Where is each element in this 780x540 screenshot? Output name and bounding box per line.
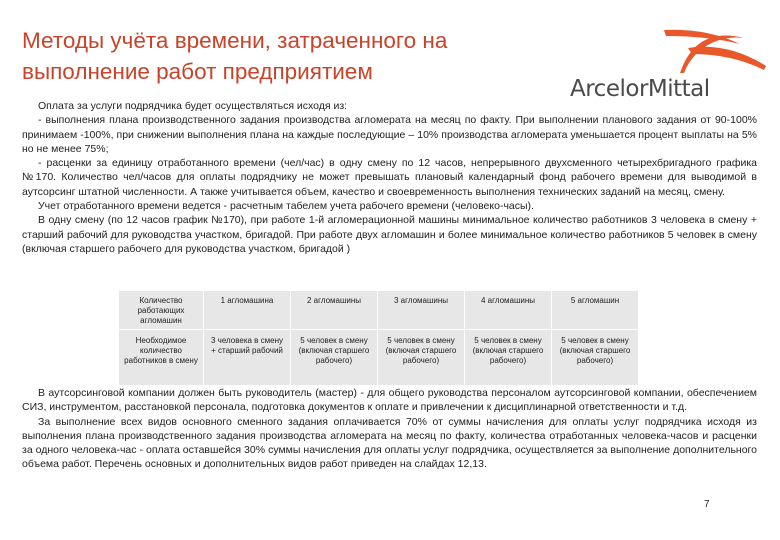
slide-title-line-2: выполнение работ предприятием	[22, 59, 373, 84]
table-cell: 2 агломашины	[291, 291, 378, 330]
paragraph: Учет отработанного времени ведется - расчетным табелем учета рабочего времени (человеко-часы).	[38, 200, 534, 213]
paragraph: Оплата за услуги подрядчика будет осуществляться исходя из:	[38, 100, 348, 112]
table-cell: 5 человек в смену (включая старшего рабочего)	[378, 330, 465, 386]
table-cell: 5 человек в смену (включая старшего рабочего)	[465, 330, 552, 386]
table-cell: 5 человек в смену (включая старшего рабочего)	[552, 330, 639, 386]
table-cell: 3 агломашины	[378, 291, 465, 330]
table-cell: Количество работающих агломашин	[119, 291, 204, 330]
table-cell: 1 агломашина	[204, 291, 291, 330]
table-row	[119, 330, 639, 386]
logo-text: ArcelorMittal	[570, 76, 710, 102]
table-row	[119, 291, 639, 330]
body-text-bottom	[22, 386, 757, 472]
table-cell: 5 агломашин	[552, 291, 639, 330]
slide-title-line-1: Методы учёта времени, затраченного на	[22, 28, 448, 53]
paragraph: За выполнение всех видов основного сменного задания оплачивается 70% от суммы начисления для оплаты услуг подрядчика исходя из выполнения плана производственного задания производства агломерата на месяц по факту, количества отработанных человека-часов и расценки за одного человека-час - оплата оставшейся 30% суммы начисления для оплаты услуг подрядчика, осуществляется за выполнение дополнительного объема работ. Перечень основных и дополнительных видов работ приведен на слайдах 12,13.	[22, 415, 757, 471]
table-cell: 4 агломашины	[465, 291, 552, 330]
paragraph: В аутсорсинговой компании должен быть руководитель (мастер) - для общего руководства персоналом аутсорсинговой компании, обеспечением СИЗ, инструментом, расстановкой персонала, подготовка документов к оплате и привлечении к дисциплинарной ответственности и т.д.	[22, 387, 757, 414]
table-cell: 5 человек в смену (включая старшего рабочего)	[291, 330, 378, 386]
page-number: 7	[704, 499, 710, 510]
table-cell: Необходимое количество работников в смену	[119, 330, 204, 386]
paragraph: - расценки за единицу отработанного времени (чел/час) в одну смену по 12 часов, непрерывного двухсменного четырехбригадного графика №170. Количество чел/часов для оплаты подрядчику не может превышать плановый календарный фонд рабочего времени для выводимой в аутсорсинг штатной численности. А также учитывается объем, качество и своевременность выполнения технических заданий на месяц, смену.	[22, 157, 757, 198]
paragraph: В одну смену (по 12 часов график №170), при работе 1-й агломерационной машины минимальное количество работников 3 человека в смену + старший рабочий для руководства участком, бригадой. При работе двух агломашин и более минимальное количество работников 5 человек в смену (включая старшего рабочего для руководства участком, бригадой )	[22, 214, 757, 255]
slide-title	[22, 25, 562, 87]
staffing-table	[118, 290, 639, 386]
arcelormittal-logo	[568, 18, 768, 110]
body-text-top	[22, 99, 757, 256]
table-cell: 3 человека в смену + старший рабочий	[204, 330, 291, 386]
paragraph: - выполнения плана производственного задания производства агломерата на месяц по факту. При выполнении планового задания от 90-100% принимаем -100%, при снижении выполнения плана на каждые последующие – 10% производства агломерата уменьшается процент выплаты на 5% но не менее 75%;	[22, 114, 757, 155]
